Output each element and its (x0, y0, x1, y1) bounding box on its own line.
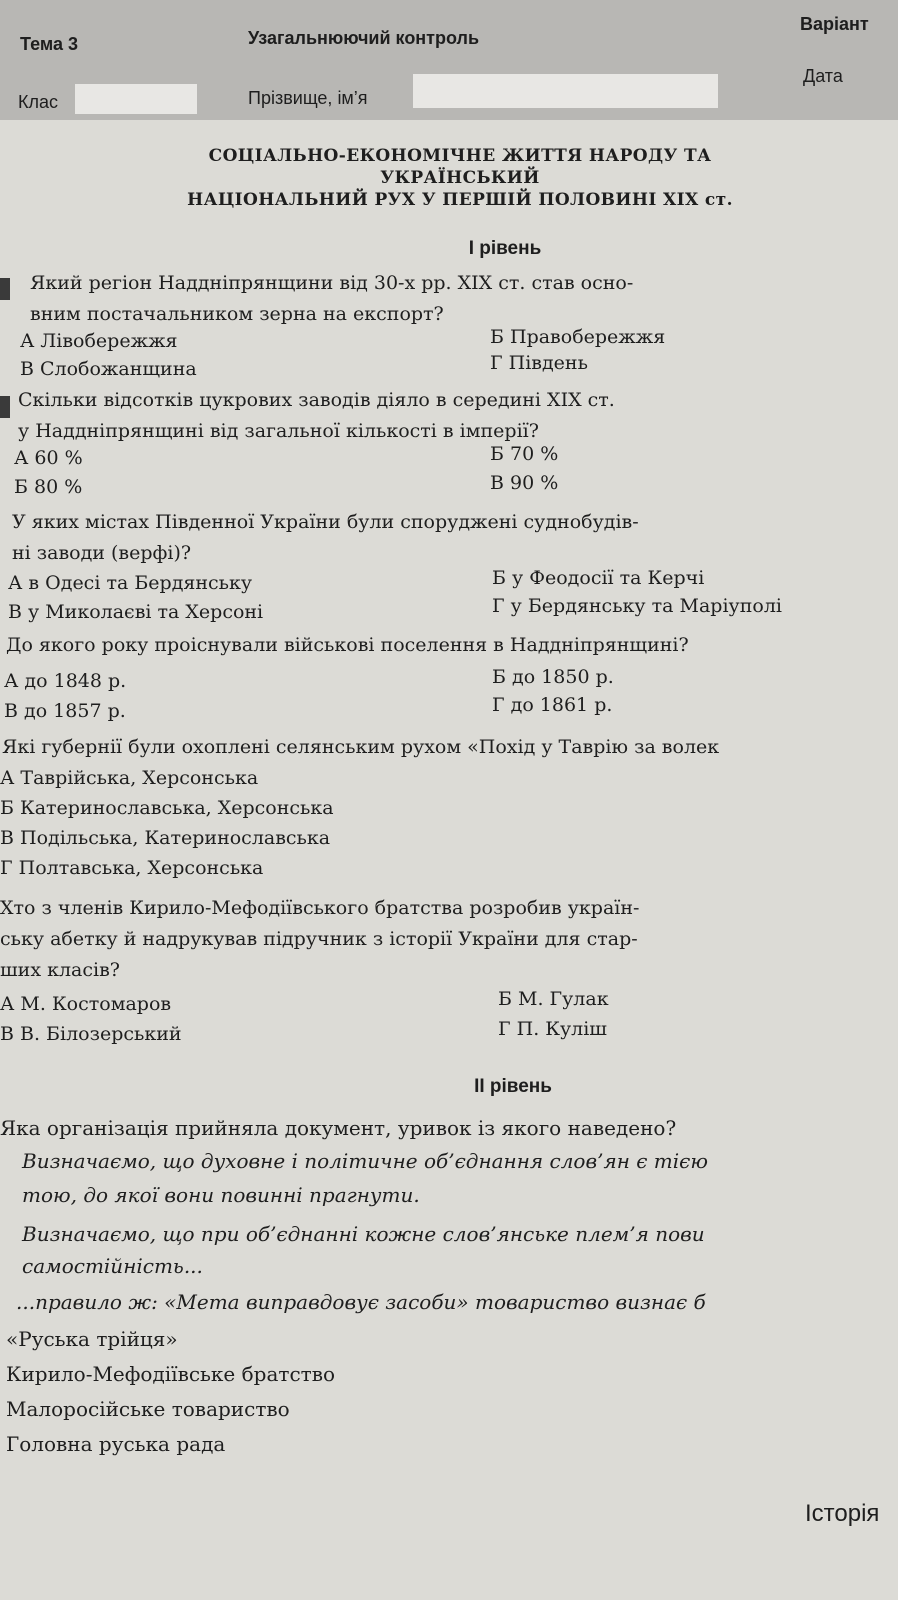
q6-option-a[interactable]: А М. Костомаров (0, 993, 172, 1015)
q5-option-a[interactable]: А Таврійська, Херсонська (0, 767, 259, 789)
level-1-heading: І рівень (468, 238, 542, 259)
q2-option-b[interactable]: Б 70 % (490, 443, 559, 465)
question-marker (0, 396, 10, 418)
q2-option-a[interactable]: А 60 % (14, 447, 83, 469)
q1-option-b[interactable]: Б Правобережжя (490, 326, 666, 348)
quote-line-5: ...правило ж: «Мета виправдовує засоби» товариство визнає б (16, 1290, 706, 1314)
q7-option-d[interactable]: Головна руська рада (6, 1432, 226, 1456)
question-6-line-2: ську абетку й надрукував підручник з історії України для стар- (0, 928, 638, 950)
question-1 (30, 268, 633, 330)
question-3-line-1: У яких містах Південної України були споруджені суднобудів- (12, 511, 639, 533)
question-1-line-1: Який регіон Наддніпрянщини від 30-х рр. XIX ст. став осно- (30, 272, 634, 294)
question-6-line-1: Хто з членів Кирило-Мефодіївського братства розробив україн- (0, 897, 640, 919)
question-4 (6, 630, 689, 661)
q7-option-c[interactable]: Малоросійське товариство (6, 1397, 290, 1421)
question-1-line-2: вним постачальником зерна на експорт? (30, 303, 444, 325)
question-5 (2, 732, 719, 763)
q1-option-d[interactable]: Г Південь (490, 352, 588, 374)
footer-brand: Історія (805, 1500, 880, 1527)
q4-option-d[interactable]: Г до 1861 р. (492, 694, 613, 716)
name-label: Прізвище, ім’я (248, 88, 368, 108)
title-line-1: СОЦІАЛЬНО-ЕКОНОМІЧНЕ ЖИТТЯ НАРОДУ ТА УКРАЇНСЬКИЙ (208, 146, 712, 188)
q6-option-c[interactable]: В В. Білозерський (0, 1023, 182, 1045)
question-6-line-3: ших класів? (0, 959, 120, 981)
q4-option-b[interactable]: Б до 1850 р. (492, 666, 614, 688)
variant-label: Варіант (800, 14, 869, 34)
quote-line-2: тою, до якої вони повинні прагнути. (22, 1183, 420, 1207)
q7-option-a[interactable]: «Руська трійця» (6, 1327, 178, 1351)
q4-option-a[interactable]: А до 1848 р. (4, 670, 127, 692)
topic-label: Тема 3 (20, 34, 78, 54)
q2-option-c[interactable]: Б 80 % (14, 476, 83, 498)
name-field[interactable] (413, 74, 718, 108)
question-5-line-1: Які губернії були охоплені селянським рухом «Похід у Таврію за волек (2, 736, 720, 758)
class-field[interactable] (75, 84, 197, 114)
title-line-2: НАЦІОНАЛЬНИЙ РУХ У ПЕРШІЙ ПОЛОВИНІ XIX ст. (187, 190, 733, 210)
q1-option-c[interactable]: В Слобожанщина (20, 358, 197, 380)
question-3-line-2: ні заводи (верфі)? (12, 542, 192, 564)
q4-option-c[interactable]: В до 1857 р. (4, 700, 126, 722)
question-7: Яка організація прийняла документ, уривок із якого наведено? (0, 1116, 677, 1140)
q6-option-d[interactable]: Г П. Куліш (498, 1018, 607, 1040)
level-2-heading: ІІ рівень (474, 1076, 552, 1097)
quote-line-3: Визначаємо, що при об’єднанні кожне слов’янське плем’я пови (22, 1222, 705, 1246)
q5-option-d[interactable]: Г Полтавська, Херсонська (0, 857, 264, 879)
date-label: Дата (803, 66, 843, 86)
control-label: Узагальнюючий контроль (248, 28, 480, 48)
q7-option-b[interactable]: Кирило-Мефодіївське братство (6, 1362, 336, 1386)
q5-option-b[interactable]: Б Катеринославська, Херсонська (0, 797, 334, 819)
question-2 (18, 385, 615, 447)
quote-line-4: самостійність... (22, 1254, 203, 1278)
q6-option-b[interactable]: Б М. Гулак (498, 988, 609, 1010)
q3-option-a[interactable]: А в Одесі та Бердянську (8, 572, 253, 594)
question-marker (0, 278, 10, 300)
q1-option-a[interactable]: А Лівобережжя (20, 330, 178, 352)
quote-line-1: Визначаємо, що духовне і політичне об’єднання слов’ян є тією (22, 1149, 708, 1173)
question-4-line-1: До якого року проіснували військові поселення в Наддніпрянщині? (6, 634, 689, 656)
question-2-line-1: Скільки відсотків цукрових заводів діяло в середині XIX ст. (18, 389, 615, 411)
question-6 (0, 893, 639, 986)
question-2-line-2: у Наддніпрянщині від загальної кількості в імперії? (18, 420, 539, 442)
q5-option-c[interactable]: В Подільська, Катеринославська (0, 827, 331, 849)
class-label: Клас (18, 92, 58, 112)
worksheet-title (130, 145, 790, 211)
q3-option-b[interactable]: Б у Феодосії та Керчі (492, 567, 705, 589)
q2-option-d[interactable]: В 90 % (490, 472, 559, 494)
q3-option-c[interactable]: В у Миколаєві та Херсоні (8, 601, 264, 623)
q3-option-d[interactable]: Г у Бердянську та Маріуполі (492, 595, 782, 617)
question-3 (12, 507, 639, 569)
